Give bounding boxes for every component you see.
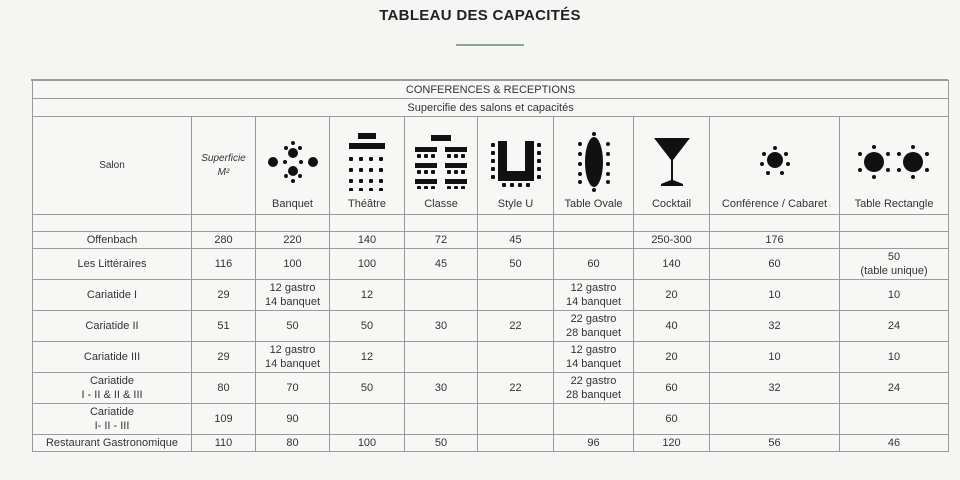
cell-line: 22 bbox=[509, 320, 522, 332]
cell-line: 50 bbox=[434, 437, 448, 449]
capacity-table bbox=[32, 80, 949, 452]
column-header-cocktail bbox=[634, 117, 710, 215]
table-row bbox=[33, 435, 949, 452]
cell-line: 10 bbox=[768, 289, 781, 301]
capacity-cell bbox=[710, 311, 840, 342]
capacity-cell bbox=[710, 342, 840, 373]
cell-line: Cariatide I bbox=[86, 289, 138, 301]
cell-line: 46 bbox=[887, 437, 901, 449]
cell-line: 10 bbox=[768, 351, 781, 363]
capacity-cell bbox=[256, 404, 330, 435]
cell-line: 12 gastro bbox=[269, 344, 316, 356]
capacity-cell bbox=[554, 342, 634, 373]
cell-line: 12 gastro bbox=[269, 282, 316, 294]
cell-line: Les Littéraires bbox=[77, 258, 147, 270]
cell-line: 60 bbox=[768, 258, 781, 270]
cell-line: 22 gastro bbox=[570, 375, 617, 387]
superficie-cell bbox=[192, 280, 256, 311]
cell-line: 100 bbox=[283, 258, 302, 270]
capacity-cell bbox=[634, 232, 710, 249]
cell-line: Cariatide II bbox=[85, 320, 139, 332]
cell-line: 60 bbox=[587, 258, 600, 270]
cell-line: 32 bbox=[768, 382, 781, 394]
cell-line: 60 bbox=[665, 382, 678, 394]
capacity-cell bbox=[256, 342, 330, 373]
cell-line: I - II & II & III bbox=[81, 389, 143, 401]
capacity-cell bbox=[478, 404, 554, 435]
cell-line: 22 gastro bbox=[570, 313, 617, 325]
classe-icon bbox=[405, 131, 477, 193]
capacity-cell bbox=[840, 373, 949, 404]
column-header-cabaret bbox=[710, 117, 840, 215]
cell-line: 50 bbox=[360, 382, 374, 394]
capacity-cell bbox=[405, 249, 478, 280]
column-header-salon: Salon bbox=[33, 117, 192, 215]
capacity-cell bbox=[405, 232, 478, 249]
capacity-cell bbox=[405, 435, 478, 452]
capacity-cell bbox=[840, 435, 949, 452]
cell-line: 50 bbox=[887, 251, 901, 263]
capacity-cell bbox=[478, 435, 554, 452]
capacity-cell bbox=[256, 232, 330, 249]
cell-line: 250-300 bbox=[651, 234, 692, 246]
cell-line: 12 bbox=[360, 289, 374, 301]
table-row bbox=[33, 280, 949, 311]
cell-line: 20 bbox=[665, 351, 678, 363]
cell-line: 120 bbox=[662, 437, 681, 449]
capacity-cell bbox=[330, 342, 405, 373]
capacity-cell bbox=[710, 280, 840, 311]
cell-line: 140 bbox=[662, 258, 681, 270]
column-header-theatre bbox=[330, 117, 405, 215]
section-header: CONFERENCES & RECEPTIONS bbox=[33, 81, 949, 99]
salon-name-cell bbox=[33, 232, 192, 249]
capacity-cell bbox=[634, 249, 710, 280]
capacity-cell bbox=[330, 280, 405, 311]
capacity-cell bbox=[634, 435, 710, 452]
capacity-cell bbox=[256, 373, 330, 404]
capacity-cell bbox=[405, 342, 478, 373]
cell-line: Restaurant Gastronomique bbox=[45, 437, 179, 449]
cell-line: 28 banquet bbox=[565, 327, 622, 339]
cell-line: Offenbach bbox=[86, 234, 138, 246]
superficie-unit: M² bbox=[217, 166, 230, 178]
capacity-cell bbox=[478, 249, 554, 280]
cell-line: 110 bbox=[214, 437, 233, 449]
capacity-cell bbox=[256, 249, 330, 280]
cell-line: 10 bbox=[887, 351, 901, 363]
capacity-cell bbox=[330, 404, 405, 435]
capacity-cell bbox=[710, 404, 840, 435]
cell-line: 176 bbox=[765, 234, 784, 246]
capacity-cell bbox=[478, 311, 554, 342]
title-divider bbox=[456, 44, 524, 46]
table-row bbox=[33, 373, 949, 404]
cell-line: Cariatide III bbox=[83, 351, 141, 363]
cell-line: 24 bbox=[887, 382, 901, 394]
capacity-cell bbox=[554, 232, 634, 249]
banquet-icon bbox=[256, 131, 329, 193]
cell-line: 280 bbox=[214, 234, 233, 246]
cell-line: 72 bbox=[434, 234, 448, 246]
column-header-style-u bbox=[478, 117, 554, 215]
cell-line: 80 bbox=[286, 437, 299, 449]
cell-line: 28 banquet bbox=[565, 389, 622, 401]
capacity-cell bbox=[330, 311, 405, 342]
capacity-cell bbox=[840, 342, 949, 373]
cell-line: 50 bbox=[360, 320, 374, 332]
capacity-cell bbox=[840, 404, 949, 435]
table-row bbox=[33, 404, 949, 435]
cell-line: 100 bbox=[357, 258, 377, 270]
capacity-cell bbox=[710, 249, 840, 280]
capacity-cell bbox=[840, 232, 949, 249]
superficie-cell bbox=[192, 232, 256, 249]
salon-name-cell bbox=[33, 373, 192, 404]
capacity-cell bbox=[256, 435, 330, 452]
capacity-cell bbox=[634, 404, 710, 435]
cell-line: Cariatide bbox=[89, 375, 135, 387]
capacity-cell bbox=[330, 232, 405, 249]
cell-line: 45 bbox=[509, 234, 522, 246]
capacity-cell bbox=[405, 373, 478, 404]
superficie-cell bbox=[192, 311, 256, 342]
capacity-cell bbox=[330, 249, 405, 280]
column-header-superficie bbox=[192, 117, 256, 215]
capacity-cell bbox=[330, 373, 405, 404]
cell-line: 70 bbox=[286, 382, 299, 394]
style-u-icon bbox=[478, 131, 553, 193]
cell-line: 50 bbox=[286, 320, 299, 332]
capacity-cell bbox=[634, 311, 710, 342]
cell-line: 45 bbox=[434, 258, 448, 270]
table-row bbox=[33, 249, 949, 280]
column-header-banquet bbox=[256, 117, 330, 215]
cell-line: 90 bbox=[286, 413, 299, 425]
cocktail-icon bbox=[634, 131, 709, 193]
capacity-cell bbox=[840, 249, 949, 280]
capacity-cell bbox=[554, 404, 634, 435]
cell-line: 116 bbox=[214, 258, 233, 270]
cell-line: 24 bbox=[887, 320, 901, 332]
capacity-cell bbox=[330, 435, 405, 452]
capacity-cell bbox=[710, 435, 840, 452]
superficie-cell bbox=[192, 249, 256, 280]
salon-name-cell bbox=[33, 311, 192, 342]
cell-line: 30 bbox=[434, 382, 448, 394]
cell-line: 50 bbox=[509, 258, 522, 270]
cell-line: 20 bbox=[665, 289, 678, 301]
cell-line: 30 bbox=[434, 320, 448, 332]
column-header-table-rectangle bbox=[840, 117, 949, 215]
cell-line: 96 bbox=[587, 437, 600, 449]
table-rectangle-icon bbox=[840, 131, 948, 193]
capacity-cell bbox=[554, 373, 634, 404]
capacity-cell bbox=[256, 311, 330, 342]
section-subheader: Supercifie des salons et capacités bbox=[33, 99, 949, 117]
cell-line: 220 bbox=[283, 234, 302, 246]
column-label: Classe bbox=[424, 198, 458, 210]
capacity-cell bbox=[405, 311, 478, 342]
superficie-cell bbox=[192, 435, 256, 452]
cell-line: 12 bbox=[360, 351, 374, 363]
cell-line: 80 bbox=[217, 382, 230, 394]
cell-line: 10 bbox=[887, 289, 901, 301]
cell-line: 60 bbox=[665, 413, 678, 425]
column-label: Théâtre bbox=[348, 198, 386, 210]
cell-line: 109 bbox=[214, 413, 233, 425]
cell-line: (table unique) bbox=[860, 265, 928, 277]
column-label: Cocktail bbox=[651, 198, 692, 210]
cell-line: Cariatide bbox=[89, 406, 135, 418]
cell-line: 22 bbox=[509, 382, 522, 394]
theatre-icon bbox=[330, 131, 404, 193]
capacity-cell bbox=[634, 342, 710, 373]
capacity-cell bbox=[478, 373, 554, 404]
capacity-cell bbox=[634, 373, 710, 404]
superficie-cell bbox=[192, 342, 256, 373]
capacity-cell bbox=[478, 280, 554, 311]
page-title: TABLEAU DES CAPACITÉS bbox=[379, 7, 581, 24]
capacity-cell bbox=[478, 232, 554, 249]
cell-line: 12 gastro bbox=[570, 344, 617, 356]
capacity-cell bbox=[840, 311, 949, 342]
table-ovale-icon bbox=[554, 131, 633, 193]
cell-line: 140 bbox=[357, 234, 377, 246]
cell-line: 29 bbox=[217, 289, 230, 301]
cell-line: 14 banquet bbox=[264, 358, 321, 370]
cabaret-icon bbox=[710, 131, 839, 193]
cell-line: 32 bbox=[768, 320, 781, 332]
column-label: Table Ovale bbox=[564, 198, 623, 210]
capacity-cell bbox=[256, 280, 330, 311]
capacity-cell bbox=[554, 280, 634, 311]
column-label: Conférence / Cabaret bbox=[721, 198, 828, 210]
column-label: Banquet bbox=[272, 198, 313, 210]
cell-line: 56 bbox=[768, 437, 781, 449]
capacity-cell bbox=[405, 404, 478, 435]
cell-line: 29 bbox=[217, 351, 230, 363]
column-header-classe bbox=[405, 117, 478, 215]
salon-name-cell bbox=[33, 435, 192, 452]
salon-name-cell bbox=[33, 404, 192, 435]
superficie-cell bbox=[192, 373, 256, 404]
superficie-label: Superficie bbox=[201, 152, 246, 164]
capacity-cell bbox=[710, 232, 840, 249]
column-label: Style U bbox=[497, 198, 534, 210]
capacity-cell bbox=[840, 280, 949, 311]
cell-line: 14 banquet bbox=[264, 296, 321, 308]
column-label: Table Rectangle bbox=[854, 198, 934, 210]
table-row bbox=[33, 311, 949, 342]
capacity-cell bbox=[554, 435, 634, 452]
salon-name-cell bbox=[33, 280, 192, 311]
cell-line: 51 bbox=[217, 320, 230, 332]
capacity-cell bbox=[554, 249, 634, 280]
cell-line: 14 banquet bbox=[565, 296, 622, 308]
salon-name-cell bbox=[33, 249, 192, 280]
table-row bbox=[33, 342, 949, 373]
capacity-cell bbox=[405, 280, 478, 311]
capacity-cell bbox=[554, 311, 634, 342]
cell-line: 100 bbox=[357, 437, 377, 449]
superficie-cell bbox=[192, 404, 256, 435]
spacer-row bbox=[33, 215, 949, 232]
capacity-cell bbox=[634, 280, 710, 311]
salon-name-cell bbox=[33, 342, 192, 373]
table-row bbox=[33, 232, 949, 249]
capacity-cell bbox=[478, 342, 554, 373]
cell-line: 14 banquet bbox=[565, 358, 622, 370]
capacity-cell bbox=[710, 373, 840, 404]
cell-line: I- II - III bbox=[94, 420, 130, 432]
cell-line: 12 gastro bbox=[570, 282, 617, 294]
cell-line: 40 bbox=[665, 320, 678, 332]
column-header-table-ovale bbox=[554, 117, 634, 215]
